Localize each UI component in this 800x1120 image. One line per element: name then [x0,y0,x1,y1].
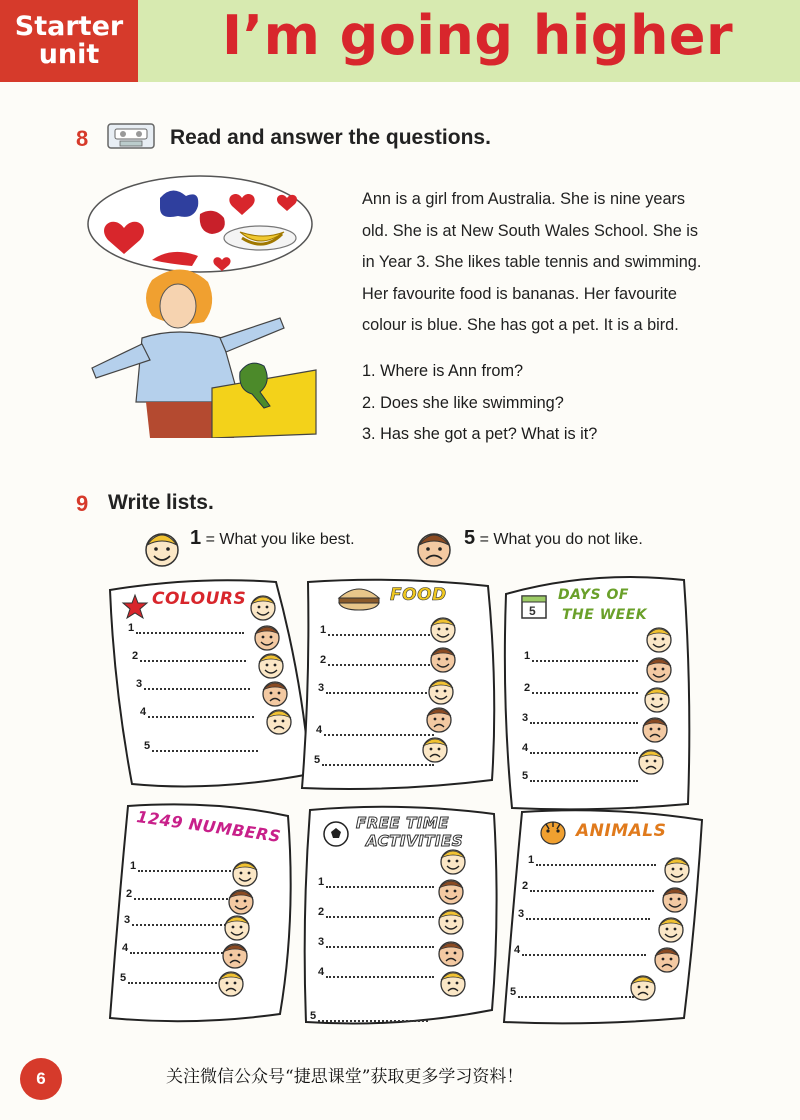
list-card-food [296,578,500,792]
list-line: 4 [316,724,434,736]
card-title-line2: THE WEEK [562,607,648,623]
list-line: 2 [524,682,638,694]
star-icon [122,594,148,620]
list-card-numbers [104,800,294,1026]
list-line: 3 [318,682,434,694]
questions-list [362,356,597,451]
happy-face-icon [256,650,286,680]
card-title-line2: ACTIVITIES [366,832,464,850]
unit-badge-line1: Starter [14,11,124,42]
list-card-colours [106,578,310,788]
cassette-icon [106,121,156,151]
card-title: COLOURS [152,589,247,609]
sad-face-icon [264,706,294,736]
tiger-icon [538,818,568,846]
paint-splash-blue [160,190,198,217]
page-number: 6 [20,1058,62,1100]
happy-face-icon [644,624,674,654]
list-line: 4 [140,706,254,718]
passage-line: old. She is at New South Wales School. She is [362,221,699,240]
happy-face-icon [656,914,686,944]
list-line: 1 [130,860,238,872]
sad-face-icon [220,940,250,970]
card-title: 1249 NUMBERS [135,806,283,847]
happy-face-icon [644,654,674,684]
happy-face-icon [436,906,466,936]
list-line: 3 [522,712,638,724]
legend-worst-text: = What you do not like. [475,531,643,548]
exercise-8-title: Read and answer the questions. [170,126,491,149]
svg-text:5: 5 [529,604,536,618]
list-line: 2 [132,650,246,662]
legend-best [190,527,355,550]
list-line: 2 [318,906,434,918]
exercise-9-number: 9 [76,491,89,516]
thought-bubble [88,176,312,272]
question-item: 1. Where is Ann from? [362,362,524,380]
list-line: 5 [522,770,638,782]
sad-face-icon [260,678,290,708]
list-card-free-time-activities [300,806,500,1028]
list-line: 1 [320,624,434,636]
unit-badge [0,0,138,82]
happy-face-icon [230,858,260,888]
list-line: 5 [510,986,634,998]
list-line: 3 [318,936,434,948]
list-line: 4 [318,966,434,978]
passage-line: Her favourite food is bananas. Her favourite [362,284,677,303]
sad-face-icon [636,746,666,776]
happy-face-icon [660,884,690,914]
list-line: 1 [128,622,244,634]
passage-line: Ann is a girl from Australia. She is nine years [362,190,686,208]
list-line: 3 [124,914,234,926]
list-line: 2 [126,888,236,900]
football-icon [322,820,350,848]
sad-face-icon [414,527,454,569]
legend-worst-number: 5 [464,527,476,549]
sad-face-icon [216,968,246,998]
exercise-8-number: 8 [76,126,89,151]
list-line: 5 [314,754,434,766]
reading-passage [362,184,772,342]
happy-face-icon [222,912,252,942]
list-card-days-of-the-week [502,574,692,812]
calendar-icon [520,592,548,620]
list-line: 4 [122,942,234,954]
unit-title: I’m going higher [222,4,734,67]
happy-face-icon [436,876,466,906]
sad-face-icon [652,944,682,974]
list-line: 1 [318,876,434,888]
sad-face-icon [640,714,670,744]
question-item: 3. Has she got a pet? What is it? [362,425,598,443]
list-line: 5 [120,972,232,984]
card-title: FREE TIME [356,814,449,832]
sad-face-icon [628,972,658,1002]
list-line: 5 [310,1010,428,1022]
card-title: DAYS OF [558,587,629,603]
list-line: 4 [514,944,646,956]
happy-face-icon [248,592,278,622]
happy-face-icon [438,846,468,876]
list-line: 1 [528,854,656,866]
exercise-9-title: Write lists. [108,491,214,514]
happy-face-icon [662,854,692,884]
list-line: 5 [144,740,258,752]
list-line: 2 [320,654,434,666]
legend-best-text: = What you like best. [201,531,355,548]
sad-face-icon [436,938,466,968]
list-line: 3 [518,908,650,920]
happy-face-icon [252,622,282,652]
sad-face-icon [420,734,450,764]
happy-face-icon [426,676,456,706]
passage-line: in Year 3. She likes table tennis and swimming. [362,253,702,272]
card-title: ANIMALS [576,821,667,841]
list-line: 1 [524,650,638,662]
happy-face-icon [642,684,672,714]
unit-badge-line2: unit [38,39,100,70]
sad-face-icon [424,704,454,734]
happy-face-icon [428,644,458,674]
sad-face-icon [438,968,468,998]
burger-icon [336,584,382,612]
list-line: 2 [522,880,654,892]
footer-note: 关注微信公众号“捷思课堂”获取更多学习资料！ [166,1067,524,1087]
question-item: 2. Does she like swimming? [362,393,564,412]
list-line: 3 [136,678,250,690]
happy-face-icon [142,527,182,569]
list-card-animals [500,808,706,1024]
card-title: FOOD [390,585,447,605]
list-line: 4 [522,742,638,754]
passage-line: colour is blue. She has got a pet. It is a bird. [362,316,679,335]
legend-worst [464,527,643,550]
ann-illustration [82,168,322,438]
legend-best-number: 1 [190,527,202,549]
happy-face-icon [428,614,458,644]
